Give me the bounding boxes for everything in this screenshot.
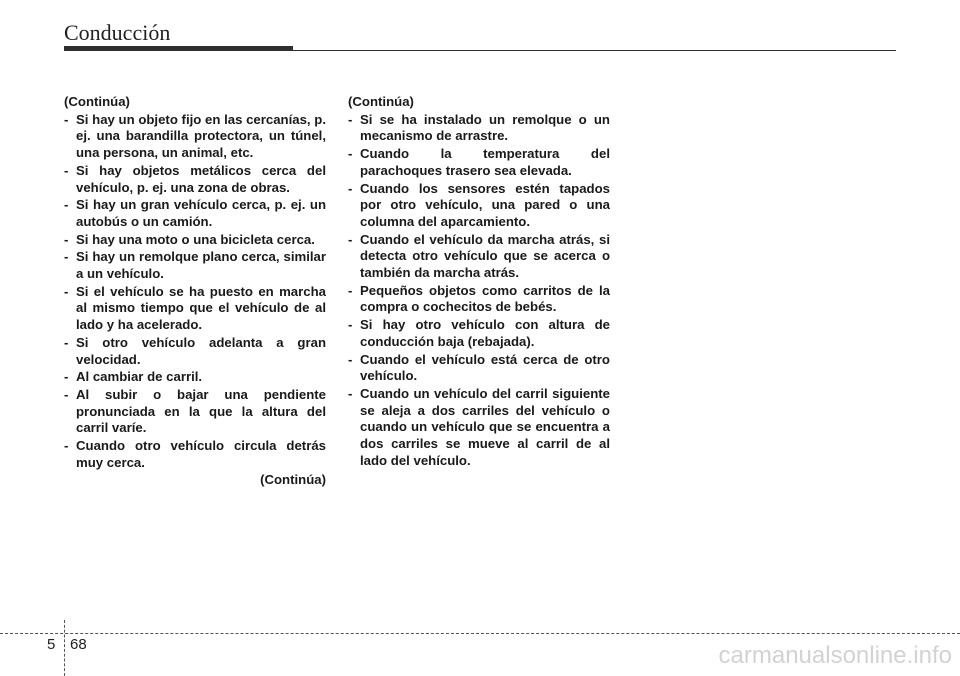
left-bullet-list	[64, 112, 326, 472]
list-item-text: Si hay un objeto fijo en las cercanías, p. ej. una barandilla protectora, un túnel, una persona, un animal, etc.	[76, 111, 326, 161]
dash-marker: -	[348, 282, 353, 298]
list-item	[348, 146, 610, 179]
list-item	[348, 232, 610, 282]
right-bullet-list	[348, 112, 610, 470]
continued-footer-left: (Continúa)	[260, 472, 326, 488]
dash-marker: -	[64, 386, 69, 402]
list-item	[348, 112, 610, 145]
list-item-text: Al subir o bajar una pendiente pronunciada en la que la altura del carril varíe.	[76, 386, 326, 436]
dash-marker: -	[64, 162, 69, 178]
list-item	[64, 387, 326, 437]
list-item-text: Si hay una moto o una bicicleta cerca.	[76, 231, 315, 247]
list-item-text: Cuando los sensores estén tapados por otro vehículo, una pared o una columna del aparcamiento.	[360, 180, 610, 229]
left-column	[64, 94, 326, 489]
list-item	[348, 386, 610, 470]
list-item-text: Si hay un gran vehículo cerca, p. ej. un autobús o un camión.	[76, 197, 326, 229]
dash-marker: -	[348, 317, 353, 333]
list-item-text: Si se ha instalado un remolque o un mecanismo de arrastre.	[360, 111, 610, 144]
list-item-text: Cuando el vehículo da marcha atrás, si detecta otro vehículo que se acerca o también da marcha atrás.	[360, 231, 610, 281]
dash-marker: -	[64, 197, 69, 213]
dash-marker: -	[348, 231, 353, 247]
dash-marker: -	[64, 438, 69, 454]
list-item	[64, 232, 326, 249]
list-item	[348, 317, 610, 350]
dash-marker: -	[64, 283, 69, 299]
list-item-text: Si hay un remolque plano cerca, similar a un vehículo.	[76, 249, 326, 282]
dash-marker: -	[348, 351, 353, 367]
list-item	[64, 249, 326, 282]
list-item-text: Cuando la temperatura del parachoques trasero sea elevada.	[360, 146, 610, 178]
list-item	[64, 369, 326, 386]
list-item	[348, 283, 610, 316]
footer-rule	[0, 633, 960, 634]
dash-marker: -	[64, 249, 69, 265]
list-item-text: Cuando un vehículo del carril siguiente se aleja a dos carriles del vehículo o cuando un vehículo que se encuentra a dos carriles se mueve al carril de al lado del vehículo.	[360, 385, 610, 468]
list-item-text: Si otro vehículo adelanta a gran velocidad.	[76, 334, 326, 367]
list-item	[64, 112, 326, 162]
chapter-number: 5	[47, 636, 56, 653]
dash-marker: -	[64, 334, 69, 350]
dash-marker: -	[64, 111, 69, 127]
watermark-text: carmanualsonline.info	[718, 642, 952, 669]
list-item-text: Si el vehículo se ha puesto en marcha al mismo tiempo que el vehículo de al lado y ha acelerado.	[76, 283, 326, 333]
list-item	[348, 181, 610, 231]
dash-marker: -	[348, 180, 353, 196]
page-number: 68	[70, 636, 87, 653]
dash-marker: -	[64, 369, 69, 385]
list-item-text: Cuando otro vehículo circula detrás muy cerca.	[76, 438, 326, 470]
list-item	[64, 163, 326, 196]
list-item	[64, 284, 326, 334]
section-title: Conducción	[64, 20, 171, 45]
list-item-text: Pequeños objetos como carritos de la compra o cochecitos de bebés.	[360, 282, 610, 315]
list-item	[64, 438, 326, 471]
dash-marker: -	[348, 146, 353, 162]
header-rule-thin	[293, 50, 896, 51]
footer-divider	[64, 620, 65, 676]
dash-marker: -	[64, 231, 69, 247]
list-item-text: Si hay otro vehículo con altura de conducción baja (rebajada).	[360, 317, 610, 349]
dash-marker: -	[348, 111, 353, 127]
continued-heading-right: (Continúa)	[348, 94, 414, 109]
list-item	[348, 352, 610, 385]
right-column	[348, 94, 610, 470]
list-item	[64, 197, 326, 230]
list-item	[64, 335, 326, 368]
list-item-text: Al cambiar de carril.	[76, 369, 203, 385]
list-item-text: Cuando el vehículo está cerca de otro vehículo.	[360, 351, 610, 384]
header-rule-thick	[64, 46, 293, 51]
dash-marker: -	[348, 385, 353, 401]
list-item-text: Si hay objetos metálicos cerca del vehículo, p. ej. una zona de obras.	[76, 162, 326, 195]
continued-heading-left: (Continúa)	[64, 94, 130, 109]
